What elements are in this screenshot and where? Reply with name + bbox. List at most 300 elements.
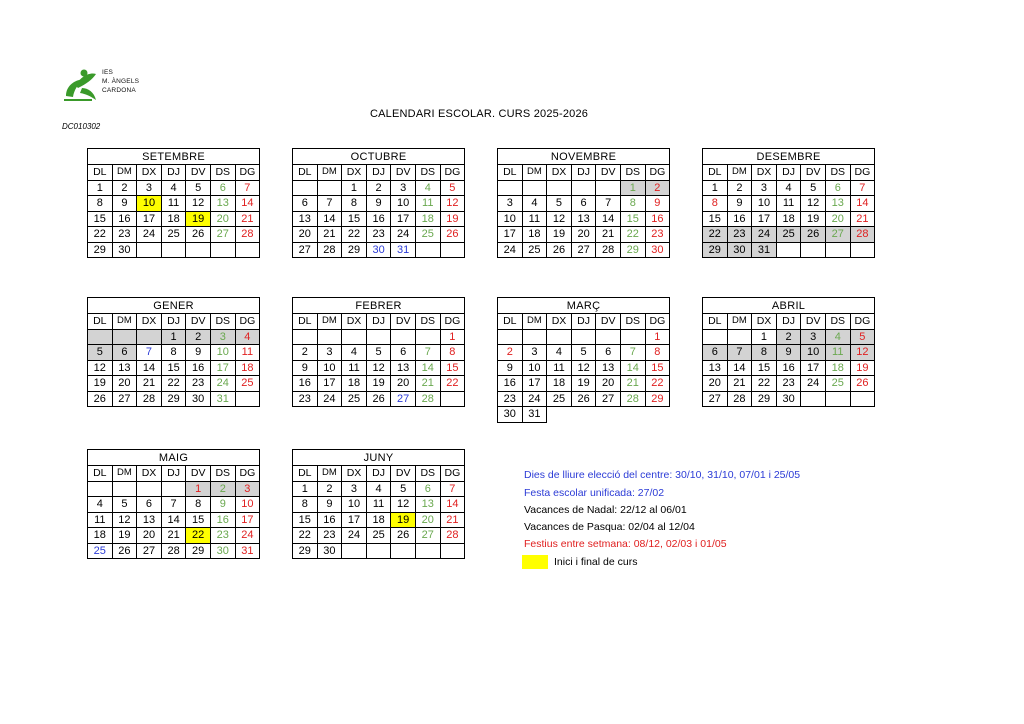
day-cell: 1 [620, 180, 645, 196]
day-cell: 13 [571, 211, 596, 227]
day-cell: 24 [235, 528, 260, 544]
day-cell: 26 [440, 227, 465, 243]
day-cell: 25 [825, 376, 850, 392]
day-cell: 6 [137, 497, 162, 513]
month-table [292, 297, 465, 407]
day-cell: 30 [210, 543, 235, 559]
day-cell: 30 [112, 242, 137, 258]
day-cell: 24 [317, 391, 342, 407]
day-cell: 15 [186, 512, 211, 528]
day-cell: 5 [571, 345, 596, 361]
day-cell: 18 [342, 376, 367, 392]
month-table [497, 148, 670, 258]
day-cell: 29 [645, 391, 670, 407]
day-cell [293, 329, 318, 345]
day-cell: 12 [850, 345, 875, 361]
weekday-header: DS [825, 314, 850, 330]
day-cell: 10 [801, 345, 826, 361]
day-cell: 28 [727, 391, 752, 407]
day-cell: 7 [235, 180, 260, 196]
day-cell: 30 [186, 391, 211, 407]
day-cell: 1 [440, 329, 465, 345]
weekday-header: DL [88, 466, 113, 482]
day-cell: 6 [293, 196, 318, 212]
day-cell: 11 [161, 196, 186, 212]
day-cell: 10 [522, 360, 547, 376]
day-cell: 2 [186, 329, 211, 345]
day-cell: 21 [235, 211, 260, 227]
day-cell: 23 [186, 376, 211, 392]
day-cell: 4 [161, 180, 186, 196]
day-cell: 2 [776, 329, 801, 345]
month-table [87, 297, 260, 407]
day-cell: 19 [366, 376, 391, 392]
weekday-header: DX [752, 165, 777, 181]
day-cell: 15 [645, 360, 670, 376]
day-cell [235, 391, 260, 407]
day-cell: 13 [825, 196, 850, 212]
day-cell [366, 543, 391, 559]
day-cell: 9 [366, 196, 391, 212]
day-cell: 7 [850, 180, 875, 196]
day-cell: 17 [498, 227, 523, 243]
day-cell: 24 [342, 528, 367, 544]
day-cell: 7 [596, 196, 621, 212]
day-cell [342, 329, 367, 345]
day-cell: 6 [596, 345, 621, 361]
day-cell [596, 180, 621, 196]
day-cell: 10 [752, 196, 777, 212]
day-cell: 30 [776, 391, 801, 407]
weekday-header: DL [498, 165, 523, 181]
day-cell: 21 [850, 211, 875, 227]
day-cell: 30 [366, 242, 391, 258]
day-cell: 17 [210, 360, 235, 376]
day-cell: 15 [161, 360, 186, 376]
day-cell: 31 [210, 391, 235, 407]
weekday-header: DL [498, 314, 523, 330]
day-cell: 5 [186, 180, 211, 196]
day-cell: 23 [776, 376, 801, 392]
weekday-header: DG [440, 165, 465, 181]
day-cell: 12 [547, 211, 572, 227]
day-cell: 25 [161, 227, 186, 243]
day-cell [88, 481, 113, 497]
day-cell: 7 [137, 345, 162, 361]
day-cell: 6 [703, 345, 728, 361]
day-cell [440, 543, 465, 559]
legend-item-school-holiday: Festa escolar unificada: 27/02 [524, 487, 665, 499]
day-cell: 3 [801, 329, 826, 345]
day-cell: 5 [440, 180, 465, 196]
day-cell: 10 [342, 497, 367, 513]
day-cell [825, 242, 850, 258]
weekday-header: DG [645, 314, 670, 330]
day-cell: 8 [752, 345, 777, 361]
month-name: FEBRER [293, 298, 465, 314]
day-cell: 21 [620, 376, 645, 392]
day-cell: 24 [752, 227, 777, 243]
day-cell: 16 [727, 211, 752, 227]
day-cell: 3 [391, 180, 416, 196]
weekday-header: DX [342, 165, 367, 181]
day-cell: 2 [366, 180, 391, 196]
weekday-header: DX [137, 165, 162, 181]
weekday-header: DS [210, 314, 235, 330]
day-cell [415, 329, 440, 345]
day-cell: 9 [498, 360, 523, 376]
weekday-header: DX [342, 466, 367, 482]
day-cell: 16 [293, 376, 318, 392]
weekday-header: DJ [366, 466, 391, 482]
weekday-header: DM [317, 314, 342, 330]
day-cell [498, 329, 523, 345]
weekday-header: DJ [776, 314, 801, 330]
weekday-header: DL [293, 314, 318, 330]
weekday-header: DL [88, 314, 113, 330]
day-cell: 22 [161, 376, 186, 392]
weekday-header: DJ [571, 314, 596, 330]
day-cell: 3 [210, 329, 235, 345]
day-cell: 18 [161, 211, 186, 227]
day-cell: 20 [391, 376, 416, 392]
weekday-header: DX [137, 314, 162, 330]
day-cell: 31 [752, 242, 777, 258]
day-cell: 1 [88, 180, 113, 196]
day-cell: 20 [210, 211, 235, 227]
day-cell: 19 [571, 376, 596, 392]
day-cell: 11 [88, 512, 113, 528]
day-cell: 24 [498, 242, 523, 258]
day-cell: 16 [210, 512, 235, 528]
school-name-line: CARDONA [102, 87, 136, 94]
month-name: GENER [88, 298, 260, 314]
weekday-header: DV [391, 314, 416, 330]
day-cell: 31 [235, 543, 260, 559]
weekday-header: DV [801, 165, 826, 181]
day-cell: 28 [596, 242, 621, 258]
day-cell: 4 [825, 329, 850, 345]
day-cell: 1 [752, 329, 777, 345]
day-cell [440, 242, 465, 258]
day-cell: 8 [342, 196, 367, 212]
day-cell: 25 [547, 391, 572, 407]
day-cell: 26 [801, 227, 826, 243]
day-cell: 28 [440, 528, 465, 544]
school-name-line: M. ÀNGELS [102, 78, 140, 85]
day-cell [210, 242, 235, 258]
day-cell: 29 [752, 391, 777, 407]
day-cell: 24 [522, 391, 547, 407]
day-cell: 13 [293, 211, 318, 227]
day-cell: 16 [645, 211, 670, 227]
day-cell: 23 [112, 227, 137, 243]
day-cell: 12 [801, 196, 826, 212]
day-cell: 19 [440, 211, 465, 227]
day-cell: 5 [391, 481, 416, 497]
day-cell: 9 [645, 196, 670, 212]
day-cell: 7 [415, 345, 440, 361]
day-cell [137, 242, 162, 258]
day-cell: 15 [703, 211, 728, 227]
day-cell: 14 [596, 211, 621, 227]
day-cell: 25 [776, 227, 801, 243]
day-cell: 5 [801, 180, 826, 196]
day-cell: 12 [112, 512, 137, 528]
day-cell: 1 [645, 329, 670, 345]
day-cell: 27 [293, 242, 318, 258]
weekday-header: DG [440, 466, 465, 482]
weekday-header: DM [112, 466, 137, 482]
day-cell [522, 329, 547, 345]
day-cell [571, 329, 596, 345]
day-cell: 10 [498, 211, 523, 227]
day-cell: 20 [596, 376, 621, 392]
month-name: SETEMBRE [88, 149, 260, 165]
legend-item-christmas: Vacances de Nadal: 22/12 al 06/01 [524, 504, 687, 516]
day-cell: 26 [88, 391, 113, 407]
day-cell: 26 [112, 543, 137, 559]
day-cell [776, 242, 801, 258]
day-cell: 8 [186, 497, 211, 513]
day-cell: 24 [391, 227, 416, 243]
weekday-header: DV [391, 466, 416, 482]
day-cell [317, 329, 342, 345]
weekday-header: DX [547, 314, 572, 330]
day-cell: 15 [342, 211, 367, 227]
weekday-header: DV [186, 314, 211, 330]
day-cell [235, 242, 260, 258]
day-cell [161, 481, 186, 497]
weekday-header: DL [703, 165, 728, 181]
day-cell: 11 [547, 360, 572, 376]
day-cell: 13 [112, 360, 137, 376]
day-cell: 5 [850, 329, 875, 345]
day-cell: 12 [391, 497, 416, 513]
day-cell: 26 [366, 391, 391, 407]
day-cell: 18 [547, 376, 572, 392]
day-cell: 3 [752, 180, 777, 196]
weekday-header: DV [391, 165, 416, 181]
day-cell: 7 [317, 196, 342, 212]
day-cell: 22 [88, 227, 113, 243]
weekday-header: DX [342, 314, 367, 330]
day-cell: 23 [317, 528, 342, 544]
day-cell: 28 [137, 391, 162, 407]
day-cell: 14 [415, 360, 440, 376]
day-cell: 1 [186, 481, 211, 497]
day-cell: 28 [850, 227, 875, 243]
day-cell [391, 329, 416, 345]
month-table [702, 297, 875, 407]
day-cell: 17 [235, 512, 260, 528]
day-cell: 26 [850, 376, 875, 392]
weekday-header: DG [235, 466, 260, 482]
weekday-header: DJ [776, 165, 801, 181]
day-cell: 30 [498, 407, 523, 423]
school-name-line: IES [102, 69, 114, 76]
month-name: DESEMBRE [703, 149, 875, 165]
school-logo [62, 66, 140, 106]
month-name: JUNY [293, 450, 465, 466]
day-cell: 15 [293, 512, 318, 528]
day-cell: 8 [440, 345, 465, 361]
day-cell: 8 [293, 497, 318, 513]
weekday-header: DG [235, 165, 260, 181]
day-cell: 6 [825, 180, 850, 196]
day-cell: 23 [727, 227, 752, 243]
day-cell: 2 [645, 180, 670, 196]
day-cell: 21 [317, 227, 342, 243]
day-cell: 27 [415, 528, 440, 544]
day-cell: 8 [703, 196, 728, 212]
day-cell: 31 [391, 242, 416, 258]
month-table [292, 148, 465, 258]
day-cell: 19 [850, 360, 875, 376]
day-cell: 2 [727, 180, 752, 196]
day-cell: 19 [88, 376, 113, 392]
weekday-header: DJ [571, 165, 596, 181]
weekday-header: DL [703, 314, 728, 330]
day-cell: 25 [342, 391, 367, 407]
day-cell: 8 [620, 196, 645, 212]
day-cell: 1 [161, 329, 186, 345]
day-cell: 27 [112, 391, 137, 407]
day-cell: 21 [161, 528, 186, 544]
day-cell [571, 180, 596, 196]
day-cell: 15 [88, 211, 113, 227]
day-cell: 11 [342, 360, 367, 376]
day-cell: 7 [727, 345, 752, 361]
day-cell [415, 543, 440, 559]
day-cell: 3 [522, 345, 547, 361]
day-cell: 27 [571, 242, 596, 258]
weekday-header: DV [186, 165, 211, 181]
weekday-header: DS [825, 165, 850, 181]
weekday-header: DS [210, 165, 235, 181]
day-cell: 13 [210, 196, 235, 212]
month-name: ABRIL [703, 298, 875, 314]
legend-swatch-yellow [522, 555, 548, 569]
day-cell: 3 [342, 481, 367, 497]
day-cell [440, 391, 465, 407]
school-name [102, 68, 139, 95]
month-name: NOVEMBRE [498, 149, 670, 165]
month-table [292, 449, 465, 559]
day-cell: 24 [801, 376, 826, 392]
day-cell: 13 [703, 360, 728, 376]
day-cell: 9 [776, 345, 801, 361]
day-cell: 27 [210, 227, 235, 243]
day-cell: 17 [801, 360, 826, 376]
day-cell: 22 [752, 376, 777, 392]
day-cell: 19 [391, 512, 416, 528]
day-cell: 1 [293, 481, 318, 497]
day-cell: 8 [88, 196, 113, 212]
day-cell: 14 [317, 211, 342, 227]
day-cell: 13 [415, 497, 440, 513]
weekday-header: DS [415, 314, 440, 330]
day-cell [825, 391, 850, 407]
day-cell: 16 [498, 376, 523, 392]
day-cell [342, 543, 367, 559]
day-cell [850, 391, 875, 407]
day-cell [547, 180, 572, 196]
day-cell: 11 [825, 345, 850, 361]
day-cell [801, 391, 826, 407]
day-cell: 19 [801, 211, 826, 227]
weekday-header: DS [415, 466, 440, 482]
day-cell: 26 [186, 227, 211, 243]
day-cell: 29 [342, 242, 367, 258]
weekday-header: DM [317, 466, 342, 482]
day-cell [137, 329, 162, 345]
weekday-header: DG [645, 165, 670, 181]
day-cell: 5 [88, 345, 113, 361]
day-cell: 17 [391, 211, 416, 227]
day-cell: 16 [112, 211, 137, 227]
day-cell [112, 481, 137, 497]
weekday-header: DJ [366, 314, 391, 330]
day-cell: 8 [645, 345, 670, 361]
day-cell: 6 [210, 180, 235, 196]
day-cell: 20 [415, 512, 440, 528]
day-cell: 14 [727, 360, 752, 376]
day-cell: 22 [620, 227, 645, 243]
day-cell: 4 [522, 196, 547, 212]
day-cell: 22 [440, 376, 465, 392]
day-cell: 29 [88, 242, 113, 258]
weekday-header: DL [293, 466, 318, 482]
weekday-header: DM [727, 165, 752, 181]
day-cell: 28 [620, 391, 645, 407]
weekday-header: DG [440, 314, 465, 330]
weekday-header: DV [596, 314, 621, 330]
day-cell: 3 [498, 196, 523, 212]
day-cell: 18 [88, 528, 113, 544]
day-cell: 13 [137, 512, 162, 528]
day-cell: 11 [415, 196, 440, 212]
day-cell [850, 242, 875, 258]
day-cell: 16 [776, 360, 801, 376]
day-cell: 31 [522, 407, 547, 423]
day-cell: 27 [137, 543, 162, 559]
day-cell [366, 329, 391, 345]
day-cell: 22 [186, 528, 211, 544]
day-cell: 25 [235, 376, 260, 392]
day-cell: 18 [825, 360, 850, 376]
day-cell: 21 [137, 376, 162, 392]
day-cell: 15 [620, 211, 645, 227]
day-cell [186, 242, 211, 258]
day-cell: 20 [137, 528, 162, 544]
day-cell: 4 [776, 180, 801, 196]
day-cell: 4 [415, 180, 440, 196]
weekday-header: DS [620, 314, 645, 330]
day-cell: 23 [645, 227, 670, 243]
day-cell: 12 [571, 360, 596, 376]
day-cell: 17 [342, 512, 367, 528]
day-cell: 15 [440, 360, 465, 376]
day-cell: 19 [112, 528, 137, 544]
day-cell: 3 [137, 180, 162, 196]
weekday-header: DM [112, 165, 137, 181]
weekday-header: DM [522, 314, 547, 330]
leaf-logo-icon [62, 66, 102, 106]
day-cell [620, 329, 645, 345]
weekday-header: DV [801, 314, 826, 330]
legend-item-weekday-holidays: Festius entre setmana: 08/12, 02/03 i 01/05 [524, 538, 727, 550]
